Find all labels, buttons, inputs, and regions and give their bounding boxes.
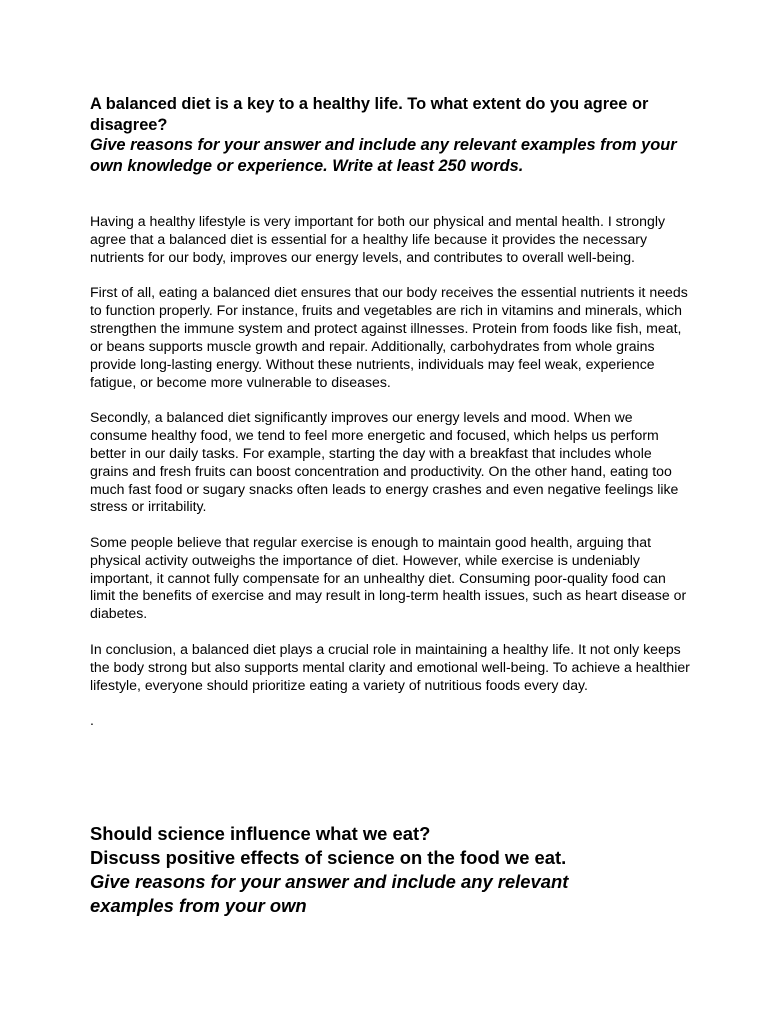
essay-prompt (90, 94, 690, 176)
prompt2-instruction-line1: Give reasons for your answer and include any relevant (90, 871, 569, 892)
prompt-question: A balanced diet is a key to a healthy life. To what extent do you agree or disagree? (90, 95, 649, 134)
trailing-dot: . (90, 711, 94, 728)
second-essay-prompt (90, 822, 690, 918)
prompt2-instruction-line2: examples from your own (90, 895, 307, 916)
prompt2-task: Discuss positive effects of science on the food we eat. (90, 847, 567, 868)
essay-body (90, 213, 690, 730)
essay-paragraph: Secondly, a balanced diet significantly improves our energy levels and mood. When we consume healthy food, we tend to feel more energetic and focused, which helps us perform better in our daily tasks. For example, starting the day with a breakfast that includes whole grains and fresh fruits can boost concentration and productivity. On the other hand, eating too much fast food or sugary snacks often leads to energy crashes and even negative feelings like stress or irritability. (90, 408, 679, 515)
essay-paragraph: First of all, eating a balanced diet ensures that our body receives the essential nutrients it needs to function properly. For instance, fruits and vegetables are rich in vitamins and minerals, which strengthen the immune system and protect against illnesses. Protein from foods like fish, meat, or beans supports muscle growth and repair. Additionally, carbohydrates from whole grains provide long-lasting energy. Without these nutrients, individuals may feel weak, experience fatigue, or become more vulnerable to diseases. (90, 284, 688, 390)
prompt-instruction: Give reasons for your answer and include any relevant examples from your own knowledge or experience. Write at least 250 words. (90, 136, 677, 175)
essay-paragraph: Having a healthy lifestyle is very important for both our physical and mental health. I strongly agree that a balanced diet is essential for a healthy life because it provides the necessary nutrients for our body, improves our energy levels, and contributes to overall well-being. (90, 213, 666, 265)
prompt2-question: Should science influence what we eat? (90, 823, 431, 844)
document-page (90, 94, 690, 747)
essay-paragraph: Some people believe that regular exercise is enough to maintain good health, arguing that physical activity outweighs the importance of diet. However, while exercise is undeniably important, it cannot fully compensate for an unhealthy diet. Consuming poor-quality food can limit the benefits of exercise and may result in long-term health issues, such as heart disease or diabetes. (90, 533, 687, 622)
essay-paragraph: In conclusion, a balanced diet plays a crucial role in maintaining a healthy life. It not only keeps the body strong but also supports mental clarity and emotional well-being. To achieve a healthier lifestyle, everyone should prioritize eating a variety of nutritious foods every day. (90, 640, 690, 693)
